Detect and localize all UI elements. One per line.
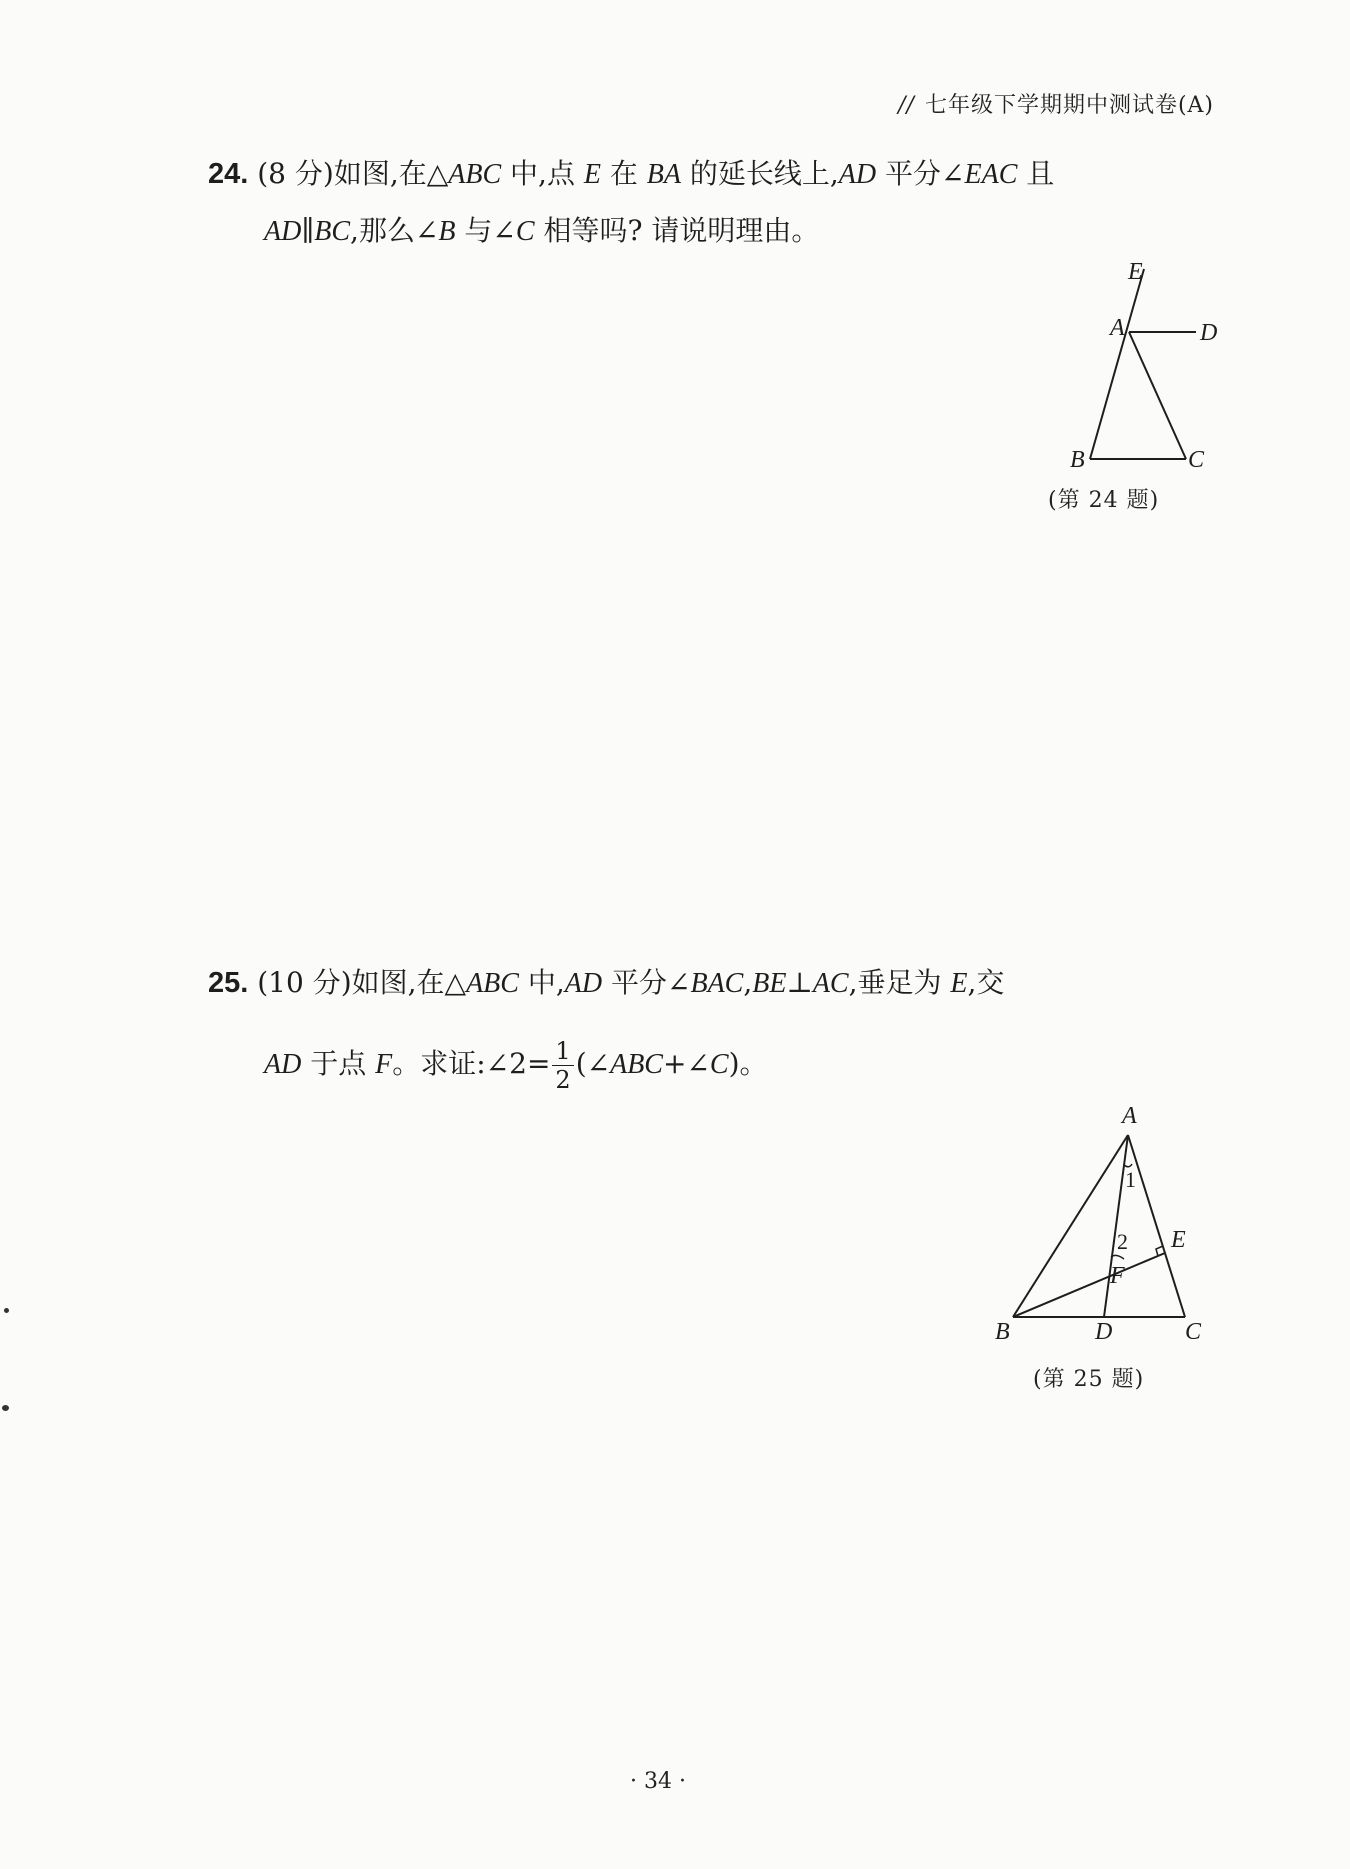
- q25-var: AC: [812, 968, 849, 999]
- question-24: [208, 146, 1220, 260]
- q25-text: +∠: [662, 1047, 710, 1080]
- fraction-denominator: 2: [555, 1066, 571, 1094]
- figure-24-svg: [1020, 255, 1220, 515]
- fraction-one-half: [552, 1037, 573, 1094]
- figure-25-caption: (第 25 题): [1033, 1367, 1145, 1392]
- label-e: E: [1128, 259, 1143, 285]
- label-f: F: [1110, 1263, 1125, 1289]
- q25-text: 于点: [301, 1047, 376, 1080]
- q25-var: AD: [564, 968, 603, 999]
- page-header: [898, 88, 1214, 119]
- question-25: [208, 955, 1220, 1094]
- line-ad: [1104, 1135, 1128, 1317]
- page-number: · 34 ·: [630, 1769, 686, 1794]
- q24-text: 在: [600, 157, 647, 190]
- figure-25-svg: [985, 1095, 1230, 1355]
- figure-25: [985, 1095, 1230, 1395]
- label-b: B: [995, 1319, 1010, 1345]
- q25-var: ABC: [610, 1049, 663, 1080]
- q25-text: ,: [743, 966, 753, 999]
- q25-var: ABC: [466, 968, 519, 999]
- q24-line-2: [208, 203, 1220, 260]
- label-c: C: [1185, 1319, 1202, 1345]
- line-be: [1013, 1253, 1165, 1317]
- perpendicular-symbol: ⊥: [786, 966, 813, 999]
- q25-var: BAC: [690, 968, 744, 999]
- fraction-numerator: 1: [552, 1037, 573, 1066]
- q25-line-2: [208, 1036, 1220, 1094]
- q24-text: 如图,在△: [333, 157, 449, 190]
- line-be: [1090, 269, 1144, 459]
- q24-text: 平分∠: [876, 157, 965, 190]
- scan-speck: [2, 1405, 9, 1411]
- label-d: D: [1200, 320, 1218, 346]
- q24-var: BA: [646, 159, 681, 190]
- q24-text: 的延长线上,: [680, 157, 839, 190]
- question-25-number: 25.: [208, 967, 249, 999]
- label-angle-2: 2: [1117, 1229, 1128, 1254]
- q25-text: 中,: [518, 966, 565, 999]
- q24-var: C: [515, 216, 535, 247]
- q24-var: E: [583, 159, 601, 190]
- label-a: A: [1122, 1103, 1137, 1129]
- label-c: C: [1188, 447, 1205, 473]
- q25-text: (∠: [575, 1047, 611, 1080]
- q25-var: BE: [752, 968, 787, 999]
- angle-2-arc: [1111, 1255, 1124, 1259]
- label-b: B: [1070, 447, 1085, 473]
- q24-var: B: [438, 216, 456, 247]
- q25-text: ,交: [967, 966, 1005, 999]
- scan-speck: [4, 1308, 9, 1313]
- line-ac: [1129, 332, 1186, 459]
- q25-text: 。求证:∠2=: [392, 1047, 551, 1080]
- label-d: D: [1095, 1319, 1113, 1345]
- q24-text: 相等吗? 请说明理由。: [534, 214, 820, 247]
- q25-score: (10 分): [257, 966, 352, 999]
- q25-text: ,垂足为: [848, 966, 951, 999]
- q24-var: EAC: [964, 159, 1018, 190]
- q25-var: AD: [264, 1049, 302, 1080]
- q25-var: C: [709, 1049, 729, 1080]
- line-ac: [1128, 1135, 1185, 1317]
- q24-score: (8 分): [257, 157, 334, 190]
- header-title: 七年级下学期期中测试卷(A): [924, 93, 1214, 118]
- q25-text: )。: [728, 1047, 768, 1080]
- label-angle-1: 1: [1125, 1167, 1136, 1192]
- q25-var: E: [950, 968, 968, 999]
- q24-var: AD: [838, 159, 877, 190]
- q24-text: ,那么∠: [350, 214, 439, 247]
- line-ab: [1013, 1135, 1128, 1317]
- label-e: E: [1171, 1227, 1186, 1253]
- figure-24: [1020, 255, 1220, 515]
- question-24-number: 24.: [208, 158, 249, 190]
- q25-text: 平分∠: [602, 966, 691, 999]
- q24-var: AD: [264, 216, 302, 247]
- label-a: A: [1110, 315, 1125, 341]
- header-slashes: //: [898, 93, 915, 118]
- q24-text: 与∠: [455, 214, 516, 247]
- figure-24-caption: (第 24 题): [1048, 488, 1160, 513]
- q24-text: 中,点: [501, 157, 584, 190]
- q25-text: 如图,在△: [351, 966, 467, 999]
- q24-var: BC: [314, 216, 351, 247]
- parallel-symbol: ∥: [301, 214, 315, 247]
- q24-text: 且: [1017, 157, 1055, 190]
- q25-var: F: [375, 1049, 393, 1080]
- q24-var: ABC: [448, 159, 502, 190]
